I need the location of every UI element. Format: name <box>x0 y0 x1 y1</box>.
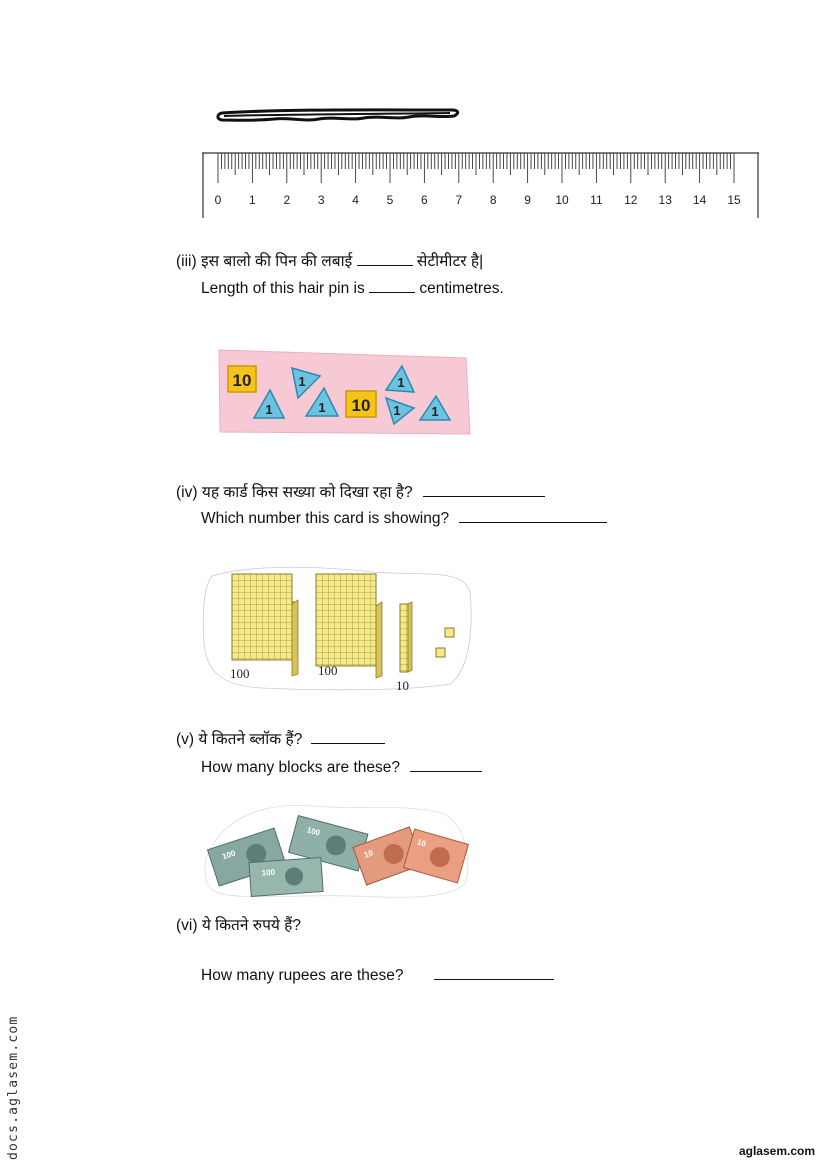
currency-notes-image <box>202 798 474 902</box>
ruler <box>202 152 759 218</box>
question-text-hindi: इस बालो की पिन की लबाई <box>200 253 353 270</box>
answer-blank[interactable] <box>410 757 482 772</box>
svg-text:1: 1 <box>298 374 306 389</box>
block-label: 100 <box>230 666 250 681</box>
question-number: (iii) <box>176 253 197 270</box>
ten-square <box>346 391 376 417</box>
ruler-scale <box>202 152 759 218</box>
answer-blank[interactable] <box>459 508 607 523</box>
svg-text:1: 1 <box>431 404 439 419</box>
question-iv-hindi <box>176 482 545 503</box>
svg-text:1: 1 <box>397 375 405 390</box>
svg-text:1: 1 <box>265 402 273 417</box>
answer-blank[interactable] <box>369 278 415 293</box>
question-number: (vi) <box>176 917 198 934</box>
ruler-tick-label: 1 <box>249 193 256 207</box>
brand-label: aglasem.com <box>738 1144 815 1158</box>
question-number: (iv) <box>176 484 198 501</box>
block-label: 100 <box>318 663 338 678</box>
question-iv-english <box>201 508 607 529</box>
svg-text:1: 1 <box>393 403 401 418</box>
svg-text:100: 100 <box>261 867 276 878</box>
ruler-tick-label: 10 <box>555 193 569 207</box>
svg-text:1: 1 <box>318 400 326 415</box>
question-v-hindi <box>176 729 385 750</box>
ruler-tick-label: 5 <box>386 193 394 207</box>
svg-text:10: 10 <box>415 837 427 849</box>
question-iii-english <box>201 278 504 299</box>
ruler-tick-label: 3 <box>317 193 325 207</box>
question-text-hindi: ये कितने रुपये हैं? <box>201 917 302 934</box>
watermark: docs.aglasem.com <box>6 1015 21 1160</box>
ruler-tick-label: 11 <box>590 193 603 207</box>
question-number: (v) <box>176 731 195 748</box>
question-vi-hindi <box>176 916 301 936</box>
question-text-english: How many rupees are these? <box>201 967 404 984</box>
square-label: 10 <box>232 371 252 390</box>
question-text-english: How many blocks are these? <box>201 759 401 776</box>
block-label: 10 <box>396 678 409 693</box>
question-text-english: Which number this card is showing? <box>201 510 450 527</box>
svg-text:100: 100 <box>221 848 237 862</box>
question-text-hindi: ये कितने ब्लॉक हैं? <box>198 731 303 748</box>
question-v-english <box>201 757 482 778</box>
answer-blank[interactable] <box>311 729 385 744</box>
ten-rod <box>400 602 412 672</box>
ruler-tick-label: 4 <box>352 193 359 207</box>
number-card-image <box>216 346 474 440</box>
ruler-tick-label: 2 <box>283 193 291 207</box>
ruler-tick-label: 14 <box>692 193 707 207</box>
question-text-hindi-end: सेटीमीटर है| <box>416 253 484 270</box>
question-iii-hindi <box>176 251 483 272</box>
ruler-tick-label: 12 <box>624 193 638 207</box>
answer-blank[interactable] <box>434 965 554 980</box>
unit-cube <box>436 648 445 657</box>
unit-cube <box>445 628 454 637</box>
question-text-english: Length of this hair pin is <box>201 280 365 297</box>
ruler-tick-label: 13 <box>658 193 672 207</box>
hair-pin-image <box>214 104 468 130</box>
question-text-hindi: यह कार्ड किस सख्या को दिखा रहा है? <box>201 484 413 501</box>
answer-blank[interactable] <box>423 482 545 497</box>
question-text-english-end: centimetres. <box>419 280 504 297</box>
answer-blank[interactable] <box>357 251 413 266</box>
hundred-rupee-note <box>249 858 323 897</box>
ruler-tick-label: 15 <box>727 193 741 207</box>
ruler-tick-label: 0 <box>214 193 222 207</box>
square-label: 10 <box>351 396 371 415</box>
ruler-tick-label: 7 <box>455 193 463 207</box>
ruler-tick-label: 8 <box>489 193 497 207</box>
svg-text:10: 10 <box>362 848 375 860</box>
base-ten-blocks-image <box>202 562 474 694</box>
ruler-tick-label: 6 <box>421 193 428 207</box>
ruler-tick-label: 9 <box>524 193 531 207</box>
svg-text:100: 100 <box>305 825 322 838</box>
question-vi-english <box>201 965 554 986</box>
ten-square <box>228 366 256 392</box>
